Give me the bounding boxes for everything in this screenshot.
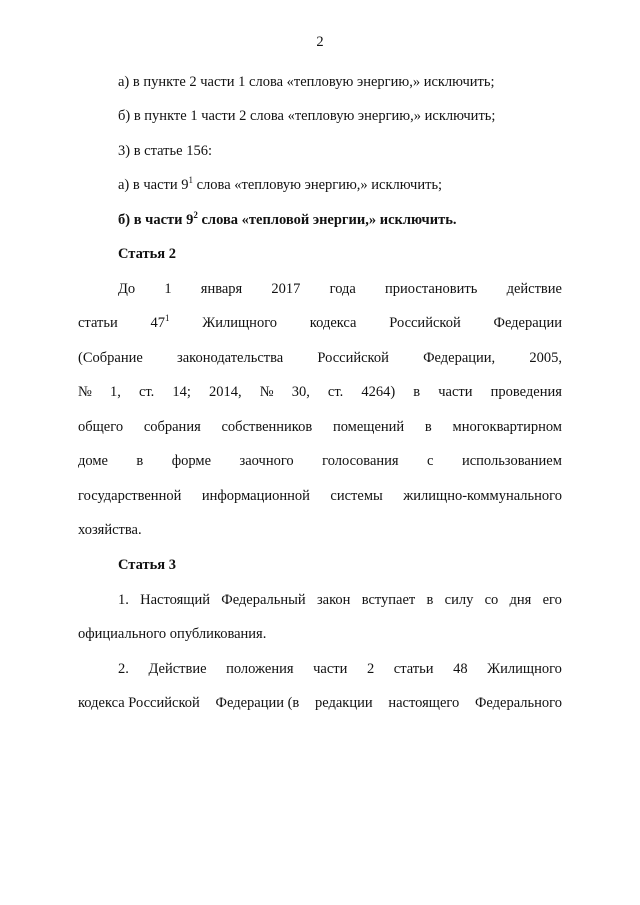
- paragraph-line: общего собрания собственников помещений в многоквартирном: [78, 419, 562, 435]
- paragraph-line: (Собрание законодательства Российской Федерации, 2005,: [78, 350, 562, 366]
- paragraph-line: 2. Действие положения части 2 статьи 48 Жилищного: [118, 661, 562, 677]
- list-item: а) в пункте 2 части 1 слова «тепловую энергию,» исключить;: [118, 74, 495, 90]
- article-heading: Статья 2: [118, 246, 176, 262]
- paragraph-line: статьи $47^1$ Жилищного кодекса Российской Федерации: [78, 313, 562, 331]
- paragraph-line: хозяйства.: [78, 522, 142, 538]
- page-number: 2: [316, 34, 324, 50]
- list-item: б) в части $9^2$ слова «тепловой энергии,» исключить.: [118, 210, 457, 228]
- paragraph-line: официального опубликования.: [78, 626, 267, 642]
- paragraph-line: государственной информационной системы жилищно-коммунального: [78, 488, 562, 504]
- paragraph-line: До 1 января 2017 года приостановить действие: [118, 281, 562, 297]
- paragraph-line: кодекса Российской Федерации (в редакции настоящего Федерального: [78, 695, 562, 711]
- paragraph-line: доме в форме заочного голосования с использованием: [78, 453, 562, 469]
- paragraph-line: 1. Настоящий Федеральный закон вступает в силу со дня его: [118, 592, 562, 608]
- list-item: 3) в статье 156:: [118, 143, 212, 159]
- paragraph-line: № 1, ст. 14; 2014, № 30, ст. 4264) в части проведения: [78, 384, 562, 400]
- list-item: а) в части $9^1$ слова «тепловую энергию,» исключить;: [118, 175, 443, 193]
- article-heading: Статья 3: [118, 557, 176, 573]
- list-item: б) в пункте 1 части 2 слова «тепловую энергию,» исключить;: [118, 108, 496, 124]
